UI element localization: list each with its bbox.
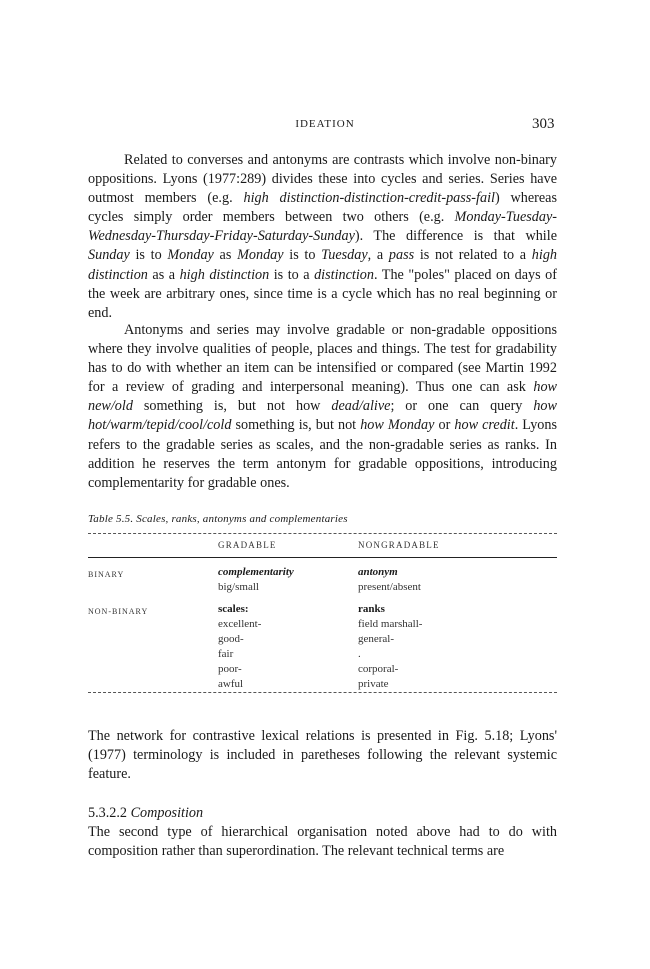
- cell-rank-item: general-: [358, 633, 395, 645]
- table-caption: Table 5.5. Scales, ranks, antonyms and complementaries: [88, 513, 348, 525]
- cell-scale-item: awful: [218, 678, 244, 690]
- paragraph-series-cycles: Related to converses and antonyms are contrasts which involve non-binary oppositions. Lyons (1977:289) divides these into cycles and series. Series have outmost members (e.g. high distinction-distinction-credit-pass-fail) whereas cycles simply order members between two others (e.g. Monday-Tuesday-Wednesday-Thursday-Friday-Saturday-Sunday). The difference is that while Sunday is to Monday as Monday is to Tuesday, a pass is not related to a high distinction as a high distinction is to a distinction. The "poles" placed on days of the week are arbitrary ones, since time is a cycle which has no real beginning or end.: [88, 152, 558, 321]
- table-top-rule: [88, 533, 557, 534]
- paragraph-composition: The second type of hierarchical organisation noted above had to do with composition rather than superordination. The relevant technical terms are: [88, 824, 557, 860]
- cell-scale-item: excellent-: [218, 618, 262, 630]
- column-header-nongradable: NONGRADABLE: [358, 540, 440, 550]
- section-heading: [88, 805, 203, 822]
- table-bottom-rule: [88, 692, 557, 693]
- cell-scale-item: poor-: [218, 663, 242, 675]
- cell-scales: scales:: [218, 603, 249, 615]
- cell-big-small: big/small: [218, 581, 259, 593]
- row-header-non-binary: NON-BINARY: [88, 607, 149, 616]
- column-header-gradable: GRADABLE: [218, 540, 277, 550]
- cell-complementarity: complementarity: [218, 566, 294, 578]
- cell-rank-item: field marshall-: [358, 618, 423, 630]
- cell-rank-item: corporal-: [358, 663, 399, 675]
- table-header-rule: [88, 557, 557, 558]
- cell-antonym: antonym: [358, 566, 398, 578]
- cell-rank-item: .: [358, 648, 361, 660]
- paragraph-network: The network for contrastive lexical relations is presented in Fig. 5.18; Lyons' (1977) terminology is included in paretheses following the relevant systemic feature.: [88, 728, 557, 783]
- section-number: 5.3.2.2: [88, 805, 128, 821]
- cell-scale-item: good-: [218, 633, 244, 645]
- cell-present-absent: present/absent: [358, 581, 421, 593]
- paragraph-gradability: Antonyms and series may involve gradable or non-gradable oppositions where they involve qualities of people, places and things. The test for gradability has to do with whether an item can be intensified or compared (see Martin 1992 for a review of grading and interpersonal meaning). Thus one can ask how new/old something is, but not how dead/alive; or one can query how hot/warm/tepid/cool/cold something is, but not how Monday or how credit. Lyons refers to the gradable series as scales, and the non-gradable series as ranks. In addition he reserves the term antonym for gradable oppositions, introducing complementarity for gradable ones.: [88, 322, 557, 491]
- row-header-binary: BINARY: [88, 570, 125, 579]
- section-title: Composition: [130, 805, 204, 821]
- running-head: IDEATION: [295, 118, 355, 130]
- cell-ranks: ranks: [358, 603, 385, 615]
- page-number: 303: [532, 116, 555, 132]
- cell-scale-item: fair: [218, 648, 234, 660]
- cell-rank-item: private: [358, 678, 389, 690]
